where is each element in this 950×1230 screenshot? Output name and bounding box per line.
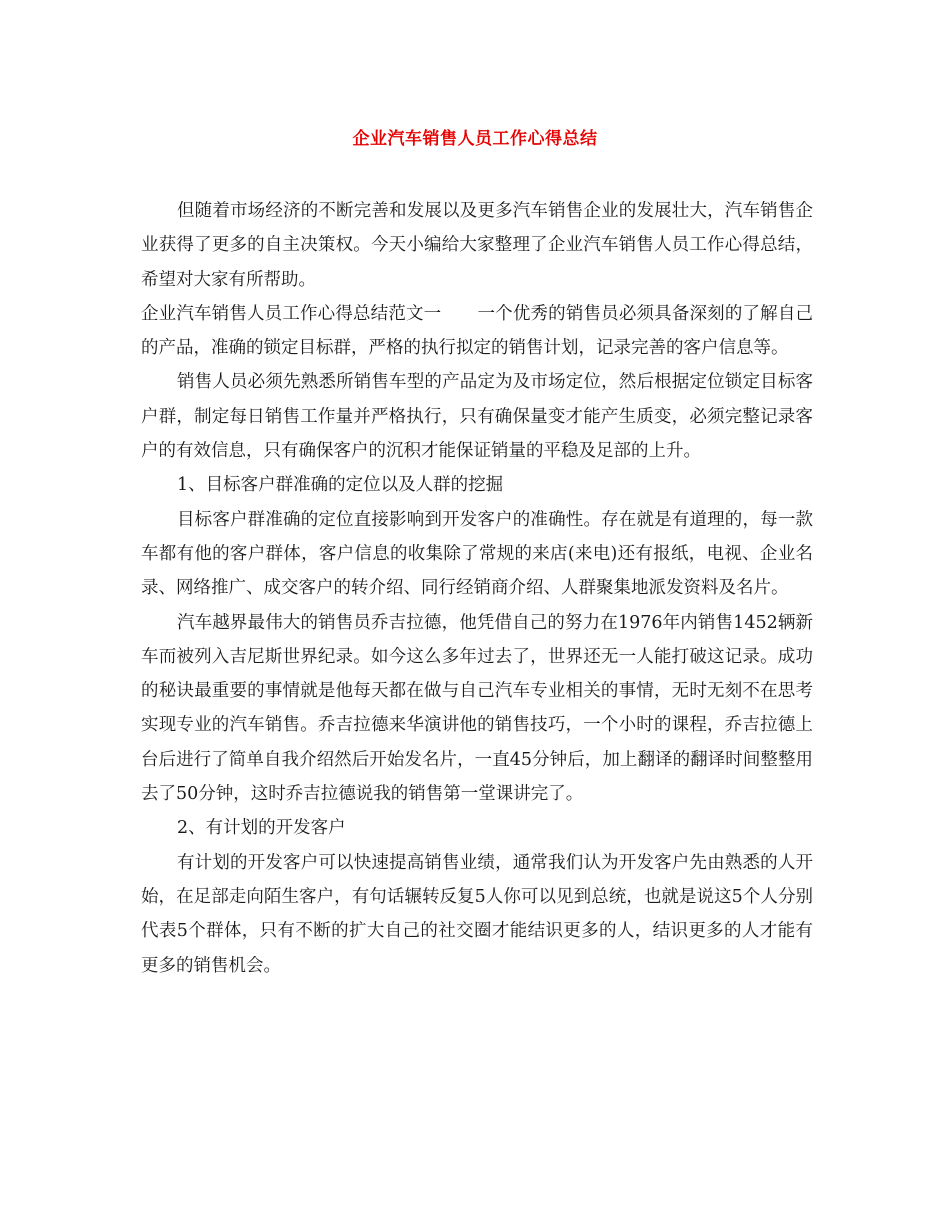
- document-title: 企业汽车销售人员工作心得总结: [352, 129, 598, 149]
- sub-heading-1: 1、目标客户群准确的定位以及人群的挖掘: [177, 475, 504, 496]
- section-label: 企业汽车销售人员工作心得总结范文一: [141, 303, 442, 324]
- body-paragraph: 销售人员必须先熟悉所销售车型的产品定为及市场定位，然后根据定位锁定目标客户群，制定每日销售工作量并严格执行，只有确保量变才能产生质变，必须完整记录客户的有效信息，只有确保客户的沉积才能保证销量的平稳及足部的上升。: [141, 372, 813, 462]
- body-paragraph: 汽车越界最伟大的销售员乔吉拉德，他凭借自己的努力在1976年内销售1452辆新车而被列入吉尼斯世界纪录。如今这么多年过去了，世界还无一人能打破这记录。成功的秘诀最重要的事情就是他每天都在做与自己汽车专业相关的事情，无时无刻不在思考实现专业的汽车销售。乔吉拉德来华演讲他的销售技巧，一个小时的课程，乔吉拉德上台后进行了简单自我介绍然后开始发名片，一直45分钟后，加上翻译的翻译时间整整用去了50分钟，这时乔吉拉德说我的销售第一堂课讲完了。: [141, 612, 813, 805]
- document-body: [141, 194, 813, 983]
- section-lead-text: 一个优秀的销售员必须具备深刻的了解自己的产品，准确的锁定目标群，严格的执行拟定的销售计划，记录完善的客户信息等。: [141, 303, 814, 359]
- body-paragraph: 目标客户群准确的定位直接影响到开发客户的准确性。存在就是有道理的，每一款车都有他的客户群体，客户信息的收集除了常规的来店(来电)还有报纸，电视、企业名录、网络推广、成交客户的转介绍、同行经销商介绍、人群聚集地派发资料及名片。: [141, 509, 813, 599]
- sub-heading-2: 2、有计划的开发客户: [177, 818, 346, 839]
- section-paragraph: [141, 297, 813, 366]
- intro-paragraph: 但随着市场经济的不断完善和发展以及更多汽车销售企业的发展壮大，汽车销售企业获得了更多的自主决策权。今天小编给大家整理了企业汽车销售人员工作心得总结，希望对大家有所帮助。: [141, 201, 813, 290]
- body-paragraph: 有计划的开发客户可以快速提高销售业绩，通常我们认为开发客户先由熟悉的人开始，在足部走向陌生客户，有句话辗转反复5人你可以见到总统，也就是说这5个人分别代表5个群体，只有不断的扩大自己的社交圈才能结识更多的人，结识更多的人才能有更多的销售机会。: [141, 852, 813, 976]
